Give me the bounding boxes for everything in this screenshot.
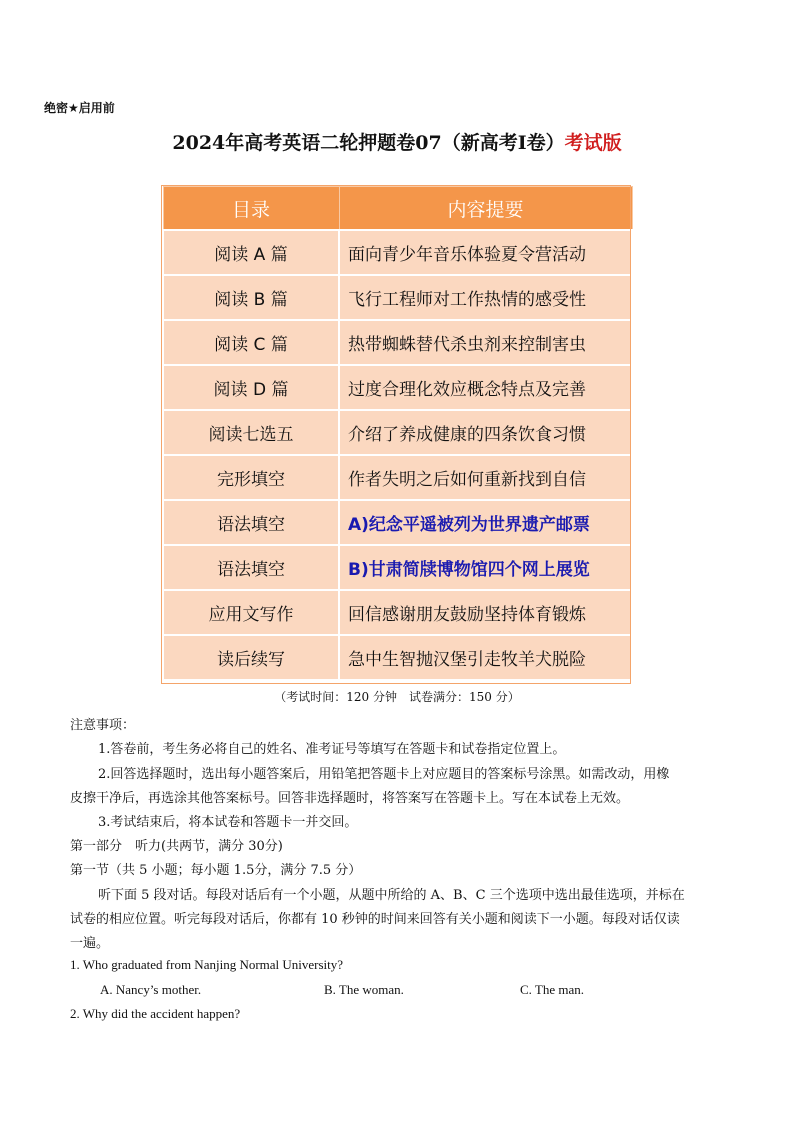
summary-cell: A)纪念平遥被列为世界遗产邮票 — [339, 500, 632, 545]
table-row — [163, 545, 632, 590]
question-1: 1. Who graduated from Nanjing Normal University? — [70, 957, 344, 972]
section-cell: 完形填空 — [163, 455, 339, 500]
table-row — [163, 500, 632, 545]
instruction-line-2: 试卷的相应位置。听完每段对话后，你都有 10 秒钟的时间来回答有关小题和阅读下一小题。每段对话仅读 — [70, 912, 680, 927]
contents-table — [162, 186, 633, 681]
col-header-contents: 目录 — [163, 187, 339, 231]
summary-cell: 回信感谢朋友鼓励坚持体育锻炼 — [339, 590, 632, 635]
summary-cell: 面向青少年音乐体验夏令营活动 — [339, 230, 632, 275]
instruction-line-1: 听下面 5 段对话。每段对话后有一个小题，从题中所给的 A、B、C 三个选项中选出最佳选项，并标在 — [98, 888, 685, 903]
col-header-summary: 内容提要 — [339, 187, 632, 231]
table-row — [163, 230, 632, 275]
question-1-option-c: C. The man. — [520, 982, 585, 997]
title-main: 2024年高考英语二轮押题卷07（新高考I卷） — [172, 132, 565, 154]
section-cell: 阅读 B 篇 — [163, 275, 339, 320]
question-1-option-b: B. The woman. — [324, 982, 404, 997]
notes-heading: 注意事项： — [70, 718, 136, 733]
instruction-line-3: 一遍。 — [70, 936, 110, 951]
summary-cell: 急中生智抛汉堡引走牧羊犬脱险 — [339, 635, 632, 680]
section-cell: 语法填空 — [163, 500, 339, 545]
summary-cell: 介绍了养成健康的四条饮食习惯 — [339, 410, 632, 455]
table-row — [163, 410, 632, 455]
section-1-heading: 第一节（共 5 小题；每小题 1.5分，满分 7.5 分） — [70, 863, 362, 878]
summary-cell: 过度合理化效应概念特点及完善 — [339, 365, 632, 410]
section-cell: 阅读 C 篇 — [163, 320, 339, 365]
summary-cell: 飞行工程师对工作热情的感受性 — [339, 275, 632, 320]
table-row — [163, 590, 632, 635]
table-row — [163, 320, 632, 365]
note-item-2-line-2: 皮擦干净后，再选涂其他答案标号。回答非选择题时，将答案写在答题卡上。写在本试卷上无效。 — [70, 791, 630, 806]
table-row — [163, 635, 632, 680]
section-cell: 阅读 A 篇 — [163, 230, 339, 275]
section-cell: 语法填空 — [163, 545, 339, 590]
table-row — [163, 455, 632, 500]
summary-cell: 作者失明之后如何重新找到自信 — [339, 455, 632, 500]
section-cell: 阅读七选五 — [163, 410, 339, 455]
summary-cell: B)甘肃简牍博物馆四个网上展览 — [339, 545, 632, 590]
title-accent: 考试版 — [564, 132, 622, 154]
part-1-heading: 第一部分 听力(共两节，满分 30分) — [70, 839, 283, 854]
note-item-2-line-1: 2.回答选择题时，选出每小题答案后，用铅笔把答题卡上对应题目的答案标号涂黑。如需改动，用橡 — [98, 767, 670, 782]
question-2: 2. Why did the accident happen? — [70, 1006, 241, 1021]
table-row — [163, 275, 632, 320]
section-cell: 应用文写作 — [163, 590, 339, 635]
confidential-label: 绝密★启用前 — [44, 101, 115, 115]
note-item-3: 3.考试结束后，将本试卷和答题卡一并交回。 — [98, 815, 358, 830]
question-1-option-a: A. Nancy’s mother. — [100, 982, 202, 997]
section-cell: 读后续写 — [163, 635, 339, 680]
section-cell: 阅读 D 篇 — [163, 365, 339, 410]
note-item-1: 1.答卷前，考生务必将自己的姓名、准考证号等填写在答题卡和试卷指定位置上。 — [98, 742, 566, 757]
table-row — [163, 365, 632, 410]
table-header-row — [163, 187, 632, 231]
page-title — [0, 128, 794, 155]
exam-time-info: （考试时间：120 分钟 试卷满分：150 分） — [274, 690, 520, 704]
summary-cell: 热带蜘蛛替代杀虫剂来控制害虫 — [339, 320, 632, 365]
